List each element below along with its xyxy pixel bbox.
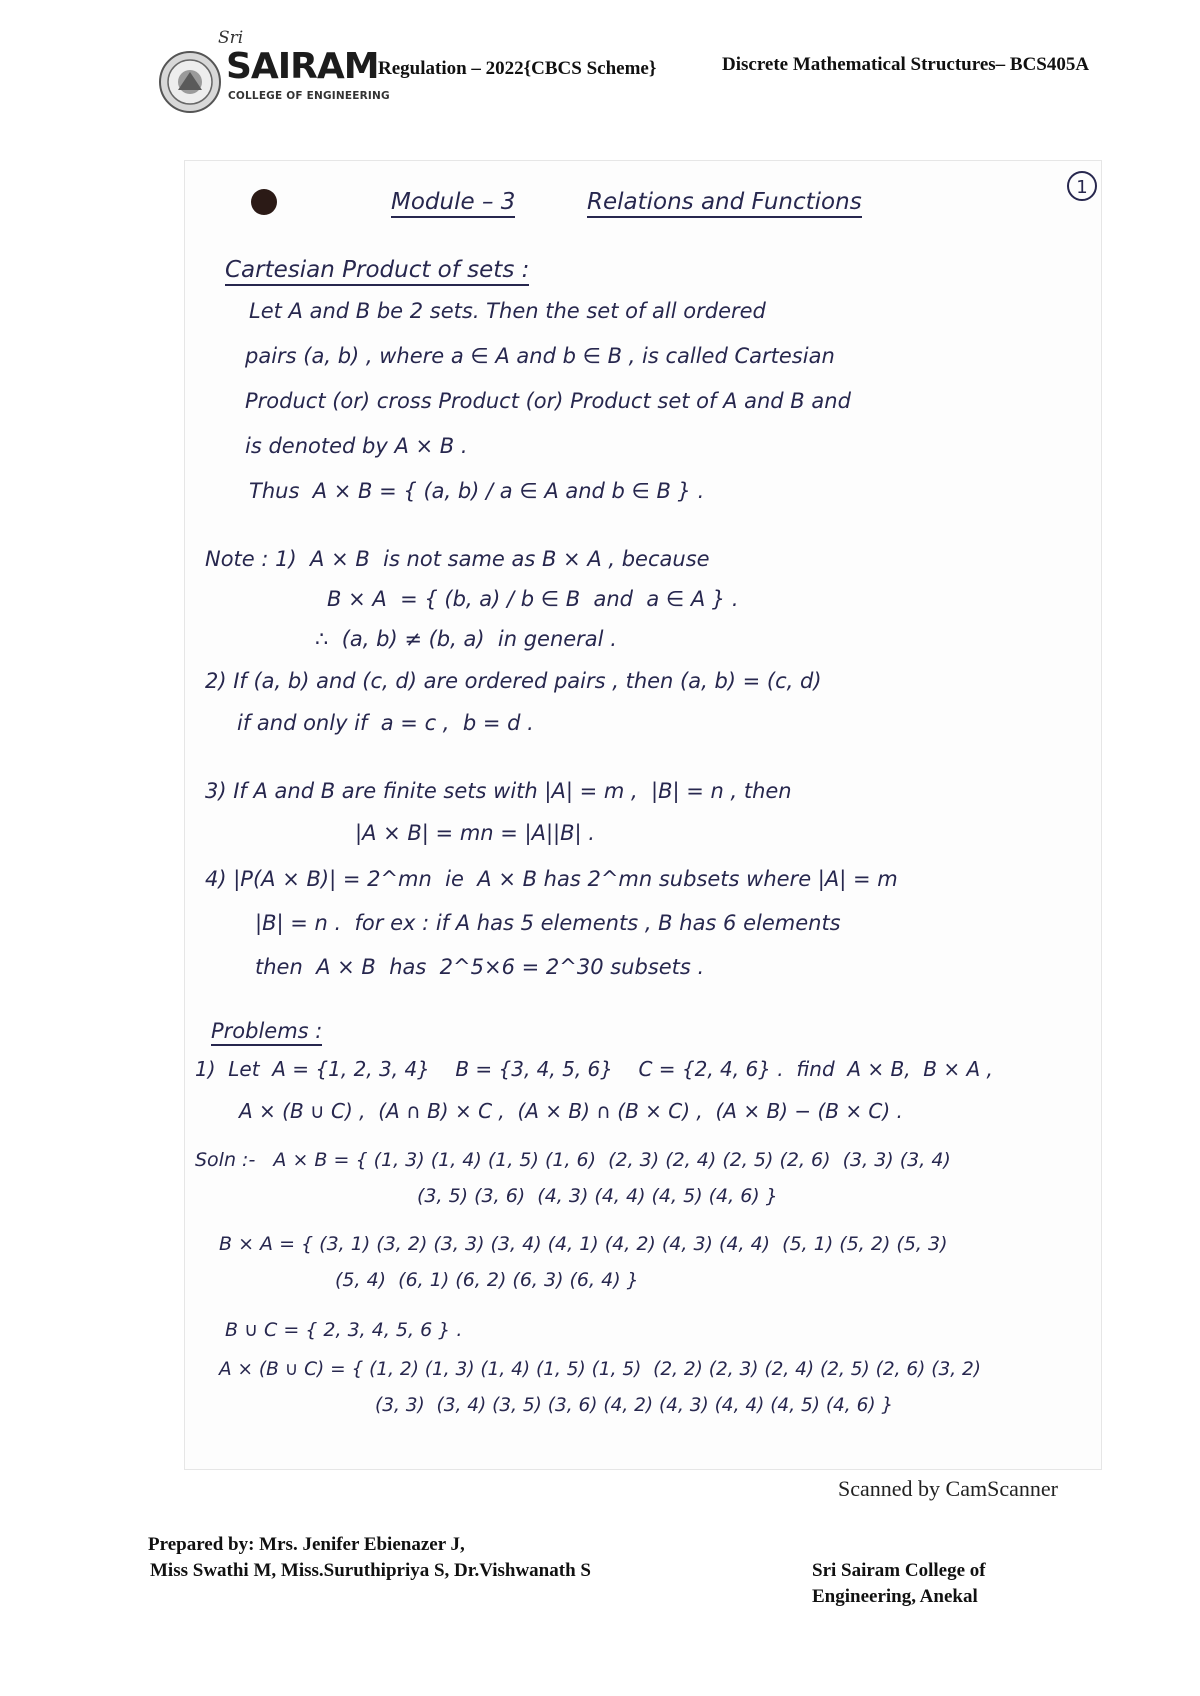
regulation-label: Regulation – 2022{CBCS Scheme}	[378, 58, 657, 79]
note-line: B × A = { (b, a) / b ∈ B and a ∈ A } .	[327, 587, 739, 611]
solution-line: (3, 5) (3, 6) (4, 3) (4, 4) (4, 5) (4, 6) }	[417, 1185, 778, 1207]
solution-line: B ∪ C = { 2, 3, 4, 5, 6 } .	[225, 1319, 463, 1341]
scanned-notes-page	[184, 160, 1102, 1470]
page-header	[0, 0, 1200, 140]
note-line: |A × B| = mn = |A||B| .	[355, 821, 595, 845]
module-subtitle: Relations and Functions	[587, 191, 862, 218]
problem-line: A × (B ∪ C) , (A ∩ B) × C , (A × B) ∩ (B × C) , (A × B) − (B × C) .	[239, 1099, 903, 1123]
solution-line: Soln :- A × B = { (1, 3) (1, 4) (1, 5) (1, 6) (2, 3) (2, 4) (2, 5) (2, 6) (3, 3) (3, 4)	[195, 1149, 951, 1171]
solution-line: (5, 4) (6, 1) (6, 2) (6, 3) (6, 4) }	[335, 1269, 639, 1291]
note-line: Note : 1) A × B is not same as B × A , because	[205, 547, 710, 571]
brand-subtitle: COLLEGE OF ENGINEERING	[228, 90, 390, 102]
course-title: Discrete Mathematical Structures– BCS405A	[722, 54, 1090, 75]
solution-line: B × A = { (3, 1) (3, 2) (3, 3) (3, 4) (4, 1) (4, 2) (4, 3) (4, 4) (5, 1) (5, 2) (5, 3)	[219, 1233, 948, 1255]
problem-line: 1) Let A = {1, 2, 3, 4} B = {3, 4, 5, 6} C = {2, 4, 6} . find A × B, B × A ,	[195, 1057, 993, 1081]
text-line: pairs (a, b) , where a ∈ A and b ∈ B , is called Cartesian	[245, 344, 835, 368]
page-number: 1	[1067, 171, 1097, 201]
section-heading: Cartesian Product of sets :	[225, 259, 529, 286]
note-line: then A × B has 2^5×6 = 2^30 subsets .	[255, 955, 705, 979]
authors: Miss Swathi M, Miss.Suruthipriya S, Dr.Vishwanath S	[150, 1560, 591, 1581]
note-line: 3) If A and B are finite sets with |A| = m , |B| = n , then	[205, 779, 792, 803]
brand-name: SAIRAM	[226, 46, 379, 87]
scanner-watermark: Scanned by CamScanner	[838, 1476, 1058, 1501]
module-title: Module – 3	[391, 191, 515, 218]
note-line: |B| = n . for ex : if A has 5 elements , B has 6 elements	[255, 911, 841, 935]
note-line: 2) If (a, b) and (c, d) are ordered pairs , then (a, b) = (c, d)	[205, 669, 822, 693]
note-line: ∴ (a, b) ≠ (b, a) in general .	[315, 627, 617, 651]
college-name-line2: Engineering, Anekal	[812, 1586, 978, 1607]
college-seal-logo	[158, 50, 222, 114]
text-line: is denoted by A × B .	[245, 434, 468, 458]
text-line: Thus A × B = { (a, b) / a ∈ A and b ∈ B } .	[249, 479, 705, 503]
brand-sri: Sri	[218, 28, 244, 48]
solution-line: (3, 3) (3, 4) (3, 5) (3, 6) (4, 2) (4, 3) (4, 4) (4, 5) (4, 6) }	[375, 1395, 894, 1416]
note-line: 4) |P(A × B)| = 2^mn ie A × B has 2^mn subsets where |A| = m	[205, 867, 898, 891]
note-line: if and only if a = c , b = d .	[237, 711, 534, 735]
ink-dot-icon	[251, 189, 277, 215]
problems-heading: Problems :	[211, 1021, 322, 1046]
college-name-line1: Sri Sairam College of	[812, 1560, 986, 1581]
text-line: Product (or) cross Product (or) Product set of A and B and	[245, 389, 851, 413]
text-line: Let A and B be 2 sets. Then the set of all ordered	[249, 299, 766, 323]
solution-line: A × (B ∪ C) = { (1, 2) (1, 3) (1, 4) (1, 5) (1, 5) (2, 2) (2, 3) (2, 4) (2, 5) (2, 6) (3, 2)	[219, 1359, 981, 1380]
prepared-by: Prepared by: Mrs. Jenifer Ebienazer J,	[148, 1534, 465, 1555]
